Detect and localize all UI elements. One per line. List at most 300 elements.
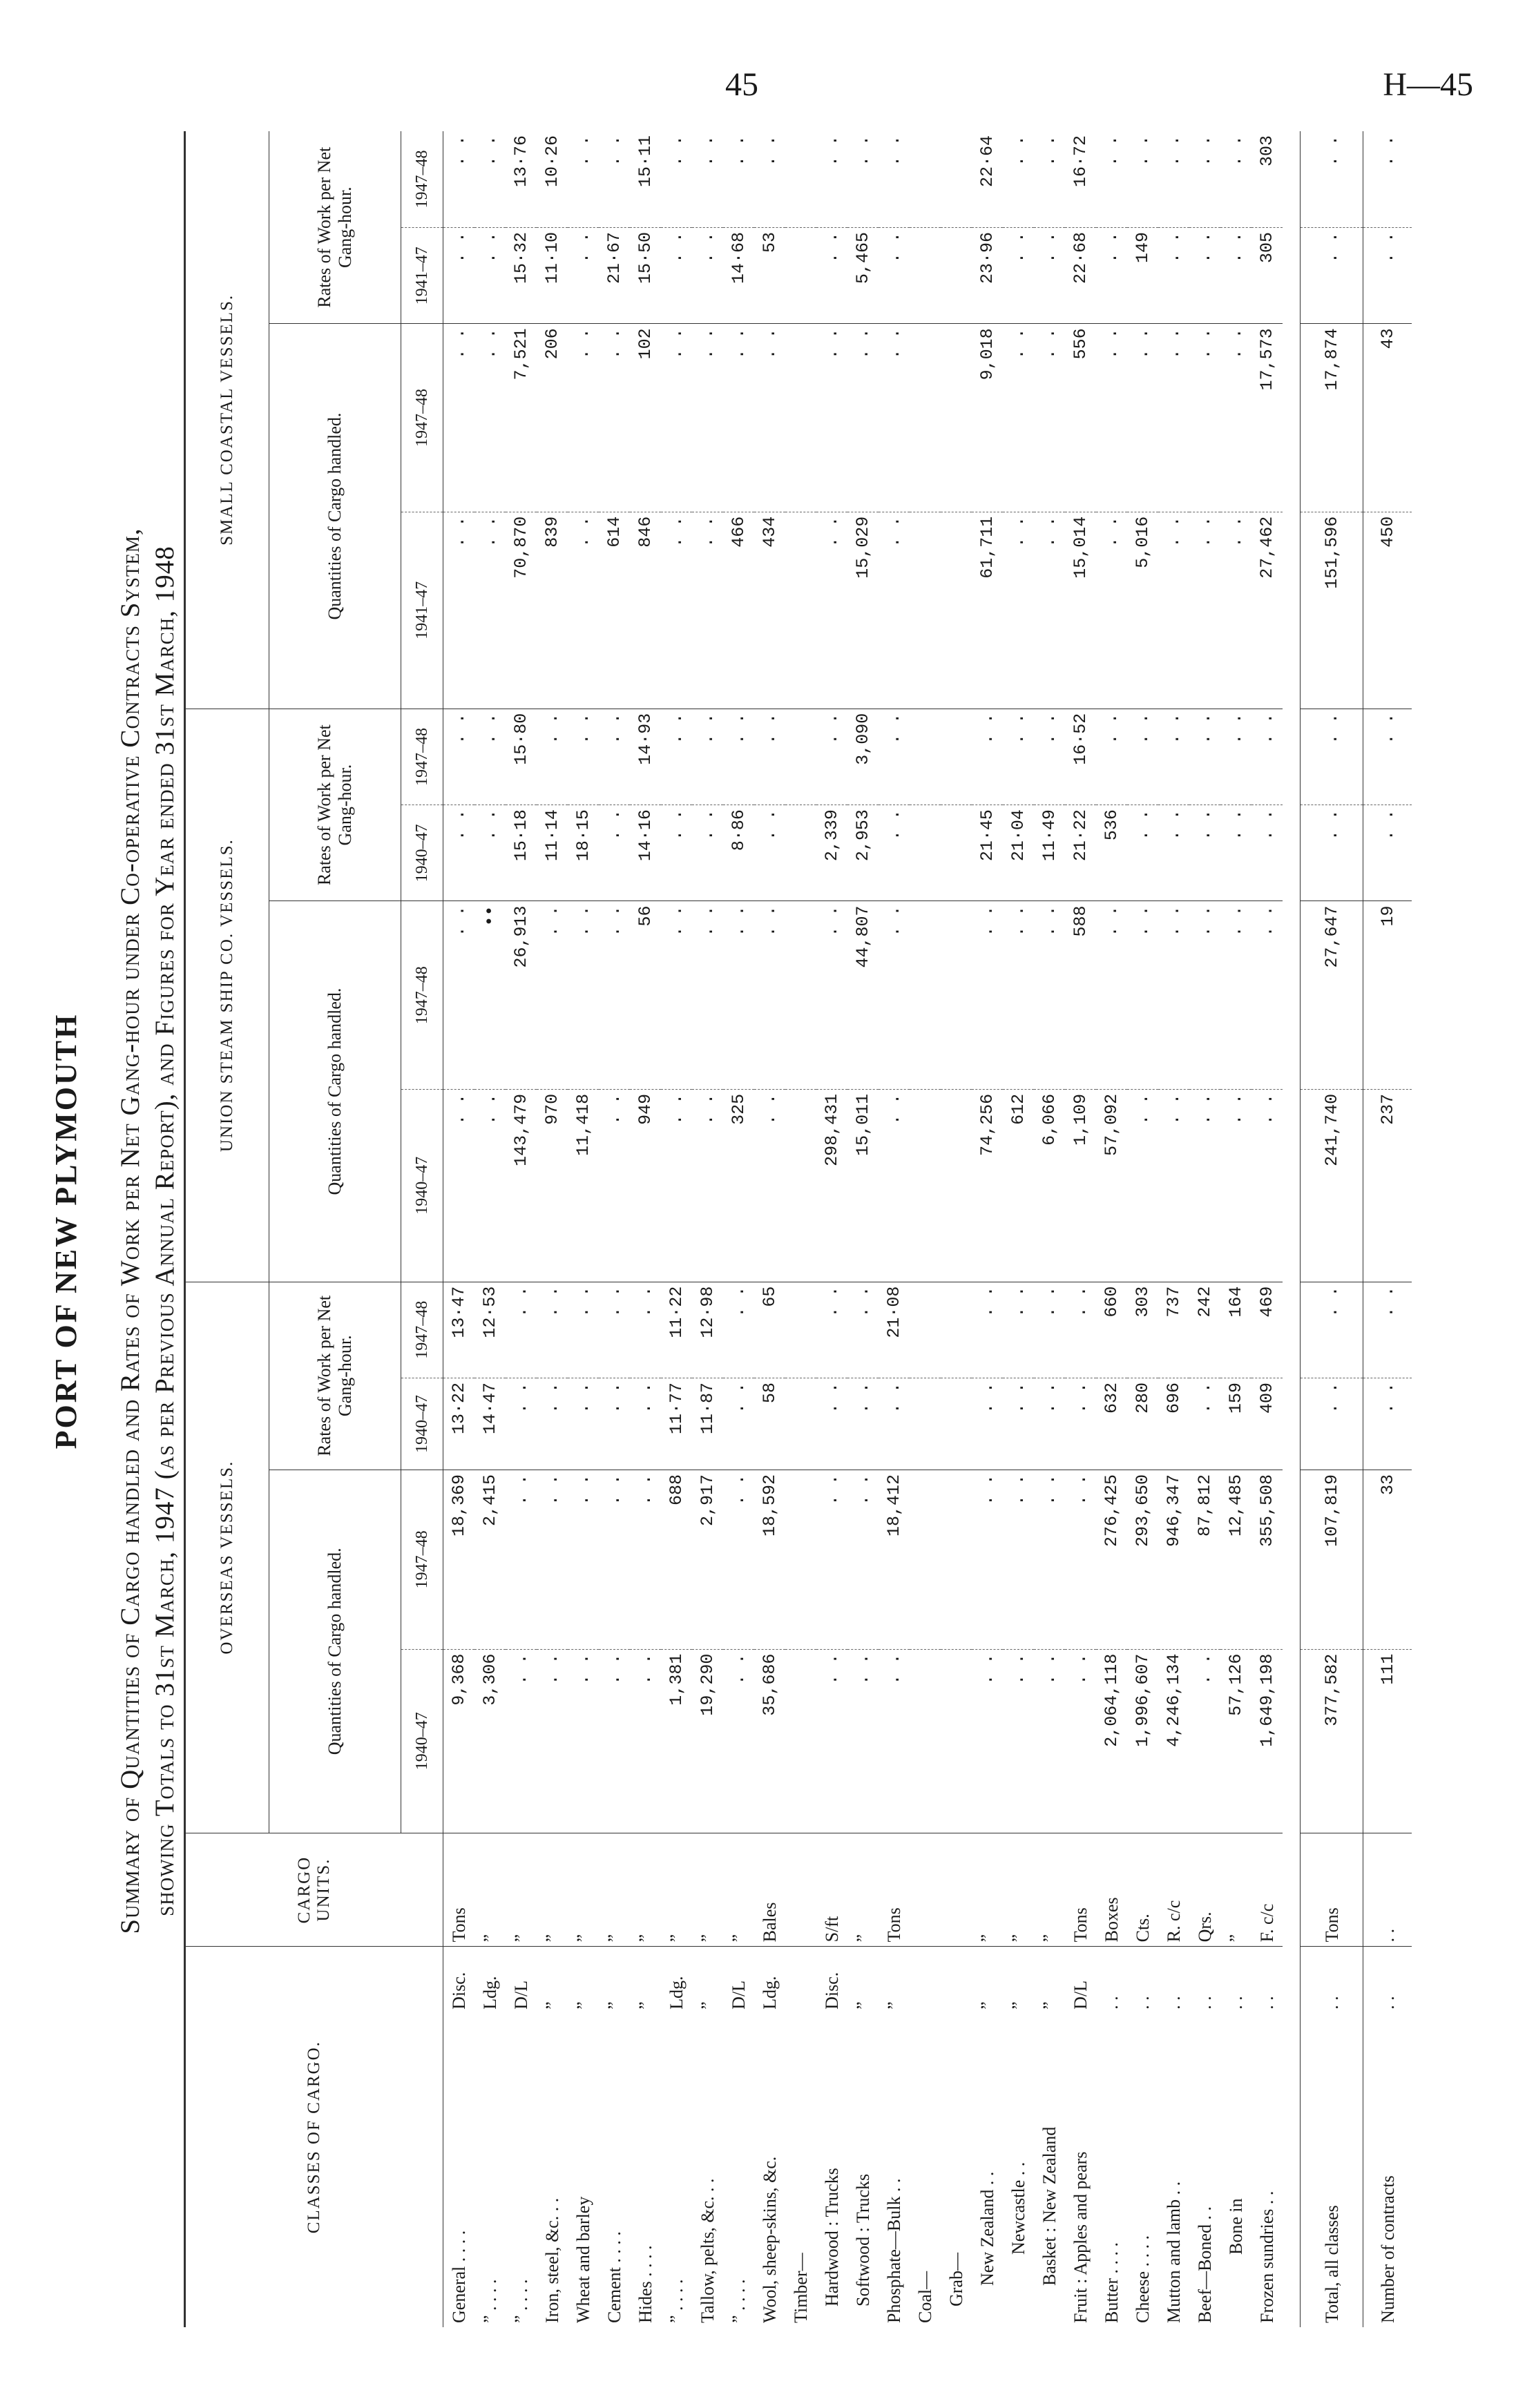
- value-us-q-1940: [785, 1089, 816, 1282]
- value-sc-r-1947: . .: [1158, 131, 1189, 228]
- cargo-class: Hides . . . .: [635, 2245, 655, 2323]
- year-ov-r-2: 1947–48: [401, 1282, 443, 1378]
- value-ov-r-1940: . .: [847, 1378, 879, 1470]
- cargo-class: ” . . . .: [666, 2279, 687, 2323]
- cargo-unit: ”: [506, 1833, 537, 1947]
- operation: Disc.: [449, 1972, 469, 2010]
- operation: ”: [573, 2001, 593, 2010]
- value-ov-r-1947: . .: [506, 1282, 537, 1378]
- value-us-q-1940: 143,479: [506, 1089, 537, 1282]
- value-sc-q-1941: . .: [1003, 512, 1034, 709]
- value-sc-r-1947: 10·26: [537, 131, 568, 228]
- value-us-q-1940: 298,431: [816, 1089, 847, 1282]
- value-sc-r-1947: 13·76: [506, 131, 537, 228]
- value-us-r-1940: [785, 805, 816, 901]
- cargo-unit: ”: [1003, 1833, 1034, 1947]
- value-us-q-1947: 56: [630, 901, 661, 1089]
- value-sc-r-1941: . .: [1189, 228, 1220, 324]
- value-ov-r-1940: . .: [506, 1378, 537, 1470]
- table-row: [1301, 131, 1363, 2327]
- value-ov-q-1947: 33: [1363, 1470, 1412, 1649]
- value-sc-r-1947: . .: [847, 131, 879, 228]
- value-us-q-1940: . .: [443, 1089, 475, 1282]
- value-us-r-1947: [785, 709, 816, 805]
- value-ov-r-1947: 303: [1127, 1282, 1158, 1378]
- header-ov-rates: Rates of Work per Net Gang-hour.: [269, 1282, 401, 1470]
- value-us-q-1947: ••: [474, 901, 506, 1089]
- value-ov-r-1947: 164: [1220, 1282, 1251, 1378]
- value-us-r-1940: 8·86: [723, 805, 754, 901]
- value-sc-r-1947: . .: [1189, 131, 1220, 228]
- value-ov-r-1947: . .: [630, 1282, 661, 1378]
- value-sc-q-1947: 17,874: [1301, 324, 1363, 512]
- value-ov-q-1947: . .: [599, 1470, 630, 1649]
- value-us-q-1940: . .: [692, 1089, 723, 1282]
- value-ov-q-1947: . .: [1034, 1470, 1065, 1649]
- table-row: [879, 131, 910, 2327]
- value-sc-q-1947: . .: [443, 324, 475, 512]
- cargo-class: ” . . . .: [480, 2279, 500, 2323]
- value-ov-r-1947: . .: [599, 1282, 630, 1378]
- value-sc-q-1947: [910, 324, 941, 512]
- value-sc-q-1941: . .: [661, 512, 692, 709]
- cargo-class: Grab—: [946, 2253, 966, 2306]
- operation: Ldg.: [666, 1976, 687, 2010]
- value-ov-q-1940: . .: [1034, 1649, 1065, 1833]
- value-ov-q-1940: . .: [972, 1649, 1003, 1833]
- value-ov-q-1940: . .: [630, 1649, 661, 1833]
- operation: ”: [542, 2001, 562, 2010]
- value-us-q-1947: . .: [1158, 901, 1189, 1089]
- header-classes: CLASSES OF CARGO.: [185, 1947, 443, 2327]
- value-ov-r-1940: . .: [879, 1378, 910, 1470]
- header-overseas: OVERSEAS VESSELS.: [185, 1282, 269, 1833]
- value-ov-q-1947: . .: [537, 1470, 568, 1649]
- value-ov-q-1940: . .: [723, 1649, 754, 1833]
- header-sc-rates: Rates of Work per Net Gang-hour.: [269, 131, 401, 324]
- operation: [941, 1947, 972, 2012]
- cargo-class: Mutton and lamb . .: [1164, 2181, 1184, 2323]
- value-sc-r-1941: . .: [474, 228, 506, 324]
- value-ov-q-1947: 2,917: [692, 1470, 723, 1649]
- operation: ”: [635, 2001, 655, 2010]
- value-sc-r-1941: . .: [1220, 228, 1251, 324]
- value-us-q-1940: 612: [1003, 1089, 1034, 1282]
- value-sc-r-1947: . .: [1363, 131, 1412, 228]
- value-ov-r-1947: . .: [537, 1282, 568, 1378]
- page-reference: H—45: [1383, 66, 1473, 103]
- value-ov-q-1947: [785, 1470, 816, 1649]
- cargo-unit: [941, 1833, 972, 1947]
- value-ov-r-1940: . .: [1003, 1378, 1034, 1470]
- value-sc-q-1941: . .: [474, 512, 506, 709]
- table-row: [1220, 131, 1251, 2327]
- table-row: [1363, 131, 1412, 2327]
- value-sc-r-1941: 21·67: [599, 228, 630, 324]
- value-sc-r-1941: 305: [1251, 228, 1283, 324]
- value-sc-q-1947: . .: [599, 324, 630, 512]
- value-sc-q-1947: . .: [1127, 324, 1158, 512]
- operation: ”: [884, 2001, 904, 2010]
- value-ov-r-1947: 737: [1158, 1282, 1189, 1378]
- value-ov-r-1947: [785, 1282, 816, 1378]
- value-ov-q-1947: . .: [972, 1470, 1003, 1649]
- year-us-r-2: 1947–48: [401, 709, 443, 805]
- value-sc-r-1947: . .: [879, 131, 910, 228]
- value-sc-r-1947: . .: [692, 131, 723, 228]
- value-ov-q-1940: . .: [847, 1649, 879, 1833]
- value-ov-q-1940: 57,126: [1220, 1649, 1251, 1833]
- value-us-r-1940: . .: [692, 805, 723, 901]
- table-row: [972, 131, 1003, 2327]
- cargo-class: ” . . . .: [729, 2279, 749, 2323]
- value-us-r-1947: [941, 709, 972, 805]
- value-ov-q-1940: 1,649,198: [1251, 1649, 1283, 1833]
- value-ov-q-1940: 1,996,607: [1127, 1649, 1158, 1833]
- value-sc-q-1947: . .: [568, 324, 599, 512]
- value-sc-r-1941: 23·96: [972, 228, 1003, 324]
- cargo-unit: Tons: [879, 1833, 910, 1947]
- value-ov-r-1940: . .: [568, 1378, 599, 1470]
- year-us-q-1: 1940–47: [401, 1089, 443, 1282]
- table-row: [661, 131, 692, 2327]
- table-row: [1065, 131, 1096, 2327]
- value-us-r-1947: . .: [1003, 709, 1034, 805]
- value-us-r-1947: . .: [972, 709, 1003, 805]
- cargo-unit: Cts.: [1127, 1833, 1158, 1947]
- value-sc-q-1941: 15,029: [847, 512, 879, 709]
- value-sc-q-1941: 151,596: [1301, 512, 1363, 709]
- value-sc-q-1941: . .: [1158, 512, 1189, 709]
- value-us-r-1940: . .: [1189, 805, 1220, 901]
- value-us-q-1940: . .: [1127, 1089, 1158, 1282]
- value-ov-q-1940: . .: [816, 1649, 847, 1833]
- operation: Ldg.: [760, 1976, 780, 2010]
- year-ov-q-2: 1947–48: [401, 1470, 443, 1649]
- value-sc-r-1941: 149: [1127, 228, 1158, 324]
- value-ov-r-1947: [941, 1282, 972, 1378]
- value-ov-r-1940: . .: [1301, 1378, 1363, 1470]
- value-sc-q-1947: 102: [630, 324, 661, 512]
- value-sc-q-1947: 9,018: [972, 324, 1003, 512]
- table-row: [816, 131, 847, 2327]
- value-sc-r-1947: . .: [474, 131, 506, 228]
- year-sc-r-1: 1941–47: [401, 228, 443, 324]
- value-ov-r-1940: . .: [1065, 1378, 1096, 1470]
- rotated-table-page: [46, 117, 1427, 2344]
- value-ov-r-1947: 12·98: [692, 1282, 723, 1378]
- cargo-class: Cement . . . .: [604, 2231, 624, 2323]
- value-sc-r-1941: . .: [1158, 228, 1189, 324]
- operation: D/L: [729, 1981, 749, 2010]
- value-us-q-1947: . .: [568, 901, 599, 1089]
- value-ov-q-1940: . .: [599, 1649, 630, 1833]
- value-ov-q-1947: [910, 1470, 941, 1649]
- value-ov-q-1947: [941, 1470, 972, 1649]
- value-sc-q-1947: [785, 324, 816, 512]
- value-us-r-1947: . .: [443, 709, 475, 805]
- value-sc-r-1947: . .: [1096, 131, 1127, 228]
- value-us-q-1947: . .: [1096, 901, 1127, 1089]
- cargo-unit: ”: [661, 1833, 692, 1947]
- cargo-class: Cheese . . . .: [1133, 2235, 1153, 2323]
- value-ov-r-1940: . .: [630, 1378, 661, 1470]
- operation: ”: [698, 2001, 718, 2010]
- cargo-class: Butter . . . .: [1102, 2242, 1122, 2323]
- value-sc-r-1947: . .: [599, 131, 630, 228]
- value-us-q-1940: 325: [723, 1089, 754, 1282]
- value-us-r-1947: . .: [723, 709, 754, 805]
- value-us-q-1947: 44,807: [847, 901, 879, 1089]
- table-row: [1034, 131, 1065, 2327]
- value-ov-q-1947: 946,347: [1158, 1470, 1189, 1649]
- cargo-unit: [785, 1833, 816, 1947]
- value-us-r-1947: . .: [568, 709, 599, 805]
- value-sc-q-1947: . .: [1034, 324, 1065, 512]
- value-ov-q-1940: [941, 1649, 972, 1833]
- value-ov-r-1940: . .: [1363, 1378, 1412, 1470]
- operation: . .: [1363, 1947, 1412, 2012]
- value-us-r-1947: 15·80: [506, 709, 537, 805]
- value-sc-r-1947: 303: [1251, 131, 1283, 228]
- table-row: [1127, 131, 1158, 2327]
- value-ov-q-1947: 2,415: [474, 1470, 506, 1649]
- value-ov-q-1947: 18,592: [754, 1470, 785, 1649]
- value-ov-q-1940: . .: [879, 1649, 910, 1833]
- value-ov-q-1940: 1,381: [661, 1649, 692, 1833]
- operation: ”: [853, 2001, 873, 2010]
- cargo-unit: ”: [847, 1833, 879, 1947]
- header-ov-quantities: Quantities of Cargo handled.: [269, 1470, 401, 1833]
- value-us-r-1940: 14·16: [630, 805, 661, 901]
- value-ov-r-1947: . .: [972, 1282, 1003, 1378]
- value-sc-q-1947: 206: [537, 324, 568, 512]
- cargo-unit: Bales: [754, 1833, 785, 1947]
- value-us-r-1940: [941, 805, 972, 901]
- spacer-row: [1283, 131, 1301, 2327]
- operation: Ldg.: [480, 1976, 500, 2010]
- table-row: [474, 131, 506, 2327]
- value-us-r-1947: . .: [879, 709, 910, 805]
- value-us-r-1940: 11·49: [1034, 805, 1065, 901]
- year-ov-r-1: 1940–47: [401, 1378, 443, 1470]
- value-sc-r-1947: . .: [661, 131, 692, 228]
- value-sc-q-1941: 61,711: [972, 512, 1003, 709]
- header-sc-quantities: Quantities of Cargo handled.: [269, 324, 401, 709]
- year-ov-q-1: 1940–47: [401, 1649, 443, 1833]
- operation: ”: [1008, 2001, 1028, 2010]
- table-row: [754, 131, 785, 2327]
- value-sc-q-1941: 846: [630, 512, 661, 709]
- value-us-r-1947: . .: [599, 709, 630, 805]
- value-us-q-1947: 588: [1065, 901, 1096, 1089]
- table-row: [941, 131, 972, 2327]
- cargo-unit: [910, 1833, 941, 1947]
- cargo-unit: ”: [474, 1833, 506, 1947]
- value-us-r-1940: 21·45: [972, 805, 1003, 901]
- value-ov-r-1940: 696: [1158, 1378, 1189, 1470]
- value-ov-r-1940: . .: [816, 1378, 847, 1470]
- value-sc-r-1947: . .: [816, 131, 847, 228]
- value-us-r-1940: . .: [474, 805, 506, 901]
- cargo-class: Frozen sundries . .: [1257, 2190, 1277, 2323]
- operation: Disc.: [822, 1972, 842, 2010]
- header-union: UNION STEAM SHIP CO. VESSELS.: [185, 709, 269, 1282]
- value-us-q-1947: . .: [599, 901, 630, 1089]
- value-us-q-1940: 1,109: [1065, 1089, 1096, 1282]
- table-row: [723, 131, 754, 2327]
- value-sc-r-1947: 16·72: [1065, 131, 1096, 228]
- value-us-q-1947: 26,913: [506, 901, 537, 1089]
- value-us-q-1940: 6,066: [1034, 1089, 1065, 1282]
- page-header: [0, 66, 1516, 107]
- value-us-r-1947: 3,090: [847, 709, 879, 805]
- value-us-r-1947: 14·93: [630, 709, 661, 805]
- cargo-unit: ”: [972, 1833, 1003, 1947]
- value-ov-q-1940: . .: [568, 1649, 599, 1833]
- header-units: CARGO UNITS.: [185, 1833, 443, 1947]
- value-sc-r-1941: 53: [754, 228, 785, 324]
- value-sc-q-1947: . .: [754, 324, 785, 512]
- value-ov-r-1947: 469: [1251, 1282, 1283, 1378]
- cargo-unit: ”: [692, 1833, 723, 1947]
- operation: D/L: [1071, 1981, 1091, 2010]
- value-ov-r-1947: 242: [1189, 1282, 1220, 1378]
- value-us-r-1940: . .: [1127, 805, 1158, 901]
- value-us-r-1947: . .: [537, 709, 568, 805]
- cargo-class: Fruit : Apples and pears: [1071, 2151, 1091, 2323]
- cargo-unit: ”: [537, 1833, 568, 1947]
- value-us-q-1947: [785, 901, 816, 1089]
- value-ov-q-1940: . .: [1189, 1649, 1220, 1833]
- value-sc-q-1941: . .: [568, 512, 599, 709]
- value-ov-q-1947: 12,485: [1220, 1470, 1251, 1649]
- cargo-class: Total, all classes: [1301, 2012, 1363, 2327]
- value-sc-q-1941: . .: [692, 512, 723, 709]
- cargo-unit: R. c/c: [1158, 1833, 1189, 1947]
- cargo-unit: Tons: [443, 1833, 475, 1947]
- value-us-q-1947: . .: [754, 901, 785, 1089]
- operation: . .: [1257, 1996, 1277, 2010]
- cargo-class: Number of contracts: [1363, 2012, 1412, 2327]
- value-ov-r-1940: [910, 1378, 941, 1470]
- value-ov-q-1940: 111: [1363, 1649, 1412, 1833]
- value-us-q-1940: 57,092: [1096, 1089, 1127, 1282]
- cargo-unit: . .: [1363, 1833, 1412, 1947]
- table-row: [1096, 131, 1127, 2327]
- value-sc-q-1941: [785, 512, 816, 709]
- value-ov-r-1940: 11·77: [661, 1378, 692, 1470]
- cargo-class: Bone in: [1226, 2198, 1246, 2255]
- value-us-q-1940: [941, 1089, 972, 1282]
- value-ov-r-1940: . .: [1189, 1378, 1220, 1470]
- value-sc-r-1941: . .: [879, 228, 910, 324]
- cargo-class: Hardwood : Trucks: [822, 2168, 842, 2306]
- cargo-unit: ”: [723, 1833, 754, 1947]
- value-ov-q-1940: 4,246,134: [1158, 1649, 1189, 1833]
- value-us-q-1940: 237: [1363, 1089, 1412, 1282]
- cargo-class: Tallow, pelts, &c. . .: [698, 2178, 718, 2323]
- value-sc-q-1941: 614: [599, 512, 630, 709]
- value-us-q-1940: 949: [630, 1089, 661, 1282]
- value-ov-r-1940: . .: [1034, 1378, 1065, 1470]
- value-us-q-1940: . .: [1189, 1089, 1220, 1282]
- value-sc-q-1941: . .: [1096, 512, 1127, 709]
- value-sc-q-1947: . .: [847, 324, 879, 512]
- value-ov-q-1947: . .: [1065, 1470, 1096, 1649]
- value-us-r-1947: 16·52: [1065, 709, 1096, 805]
- value-us-r-1947: . .: [1189, 709, 1220, 805]
- table-body: [443, 131, 1412, 2327]
- value-sc-r-1941: . .: [1301, 228, 1363, 324]
- value-ov-r-1940: 280: [1127, 1378, 1158, 1470]
- cargo-unit: Boxes: [1096, 1833, 1127, 1947]
- year-sc-r-2: 1947–48: [401, 131, 443, 228]
- value-ov-q-1947: . .: [506, 1470, 537, 1649]
- value-us-q-1947: . .: [1220, 901, 1251, 1089]
- value-sc-q-1941: . .: [443, 512, 475, 709]
- value-sc-r-1947: 22·64: [972, 131, 1003, 228]
- value-us-q-1947: [941, 901, 972, 1089]
- value-us-q-1947: . .: [816, 901, 847, 1089]
- table-row: [692, 131, 723, 2327]
- operation: . .: [1301, 1947, 1363, 2012]
- table-row: [785, 131, 816, 2327]
- value-sc-q-1941: 434: [754, 512, 785, 709]
- value-us-q-1947: . .: [972, 901, 1003, 1089]
- value-us-r-1947: . .: [1363, 709, 1412, 805]
- value-sc-q-1947: 556: [1065, 324, 1096, 512]
- value-sc-q-1947: . .: [816, 324, 847, 512]
- header-us-quantities: Quantities of Cargo handled.: [269, 901, 401, 1282]
- value-ov-q-1940: 377,582: [1301, 1649, 1363, 1833]
- value-us-r-1940: . .: [754, 805, 785, 901]
- value-ov-r-1940: 11·87: [692, 1378, 723, 1470]
- value-sc-r-1947: . .: [1034, 131, 1065, 228]
- value-us-q-1947: 27,647: [1301, 901, 1363, 1089]
- value-us-r-1947: . .: [816, 709, 847, 805]
- value-us-q-1947: . .: [692, 901, 723, 1089]
- cargo-unit: ”: [1220, 1833, 1251, 1947]
- operation: . .: [1102, 1996, 1122, 2010]
- value-ov-r-1940: 14·47: [474, 1378, 506, 1470]
- value-us-q-1940: 15,011: [847, 1089, 879, 1282]
- value-sc-r-1941: 15·32: [506, 228, 537, 324]
- value-sc-r-1941: . .: [1096, 228, 1127, 324]
- subtitle-line-1: Summary of Quantities of Cargo handled and Rates of Work per Net Gang-hour under Co-operative Contracts System,: [115, 528, 145, 1934]
- value-us-r-1947: . .: [661, 709, 692, 805]
- cargo-class: Wool, sheep-skins, &c.: [760, 2156, 780, 2323]
- value-us-q-1947: . .: [443, 901, 475, 1089]
- value-sc-r-1941: . .: [661, 228, 692, 324]
- value-sc-r-1947: [941, 131, 972, 228]
- cargo-class: General . . . .: [449, 2230, 469, 2323]
- value-us-q-1940: 241,740: [1301, 1089, 1363, 1282]
- year-sc-q-2: 1947–48: [401, 324, 443, 512]
- value-sc-q-1941: . .: [1220, 512, 1251, 709]
- value-sc-q-1947: . .: [1003, 324, 1034, 512]
- value-ov-q-1940: . .: [506, 1649, 537, 1833]
- value-ov-q-1940: . .: [537, 1649, 568, 1833]
- value-ov-q-1940: 35,686: [754, 1649, 785, 1833]
- value-us-r-1940: . .: [661, 805, 692, 901]
- value-sc-q-1941: 450: [1363, 512, 1412, 709]
- value-ov-q-1940: . .: [1065, 1649, 1096, 1833]
- value-ov-q-1940: [910, 1649, 941, 1833]
- operation: [910, 1947, 941, 2012]
- cargo-unit: ”: [568, 1833, 599, 1947]
- document-subtitle: [113, 117, 182, 2344]
